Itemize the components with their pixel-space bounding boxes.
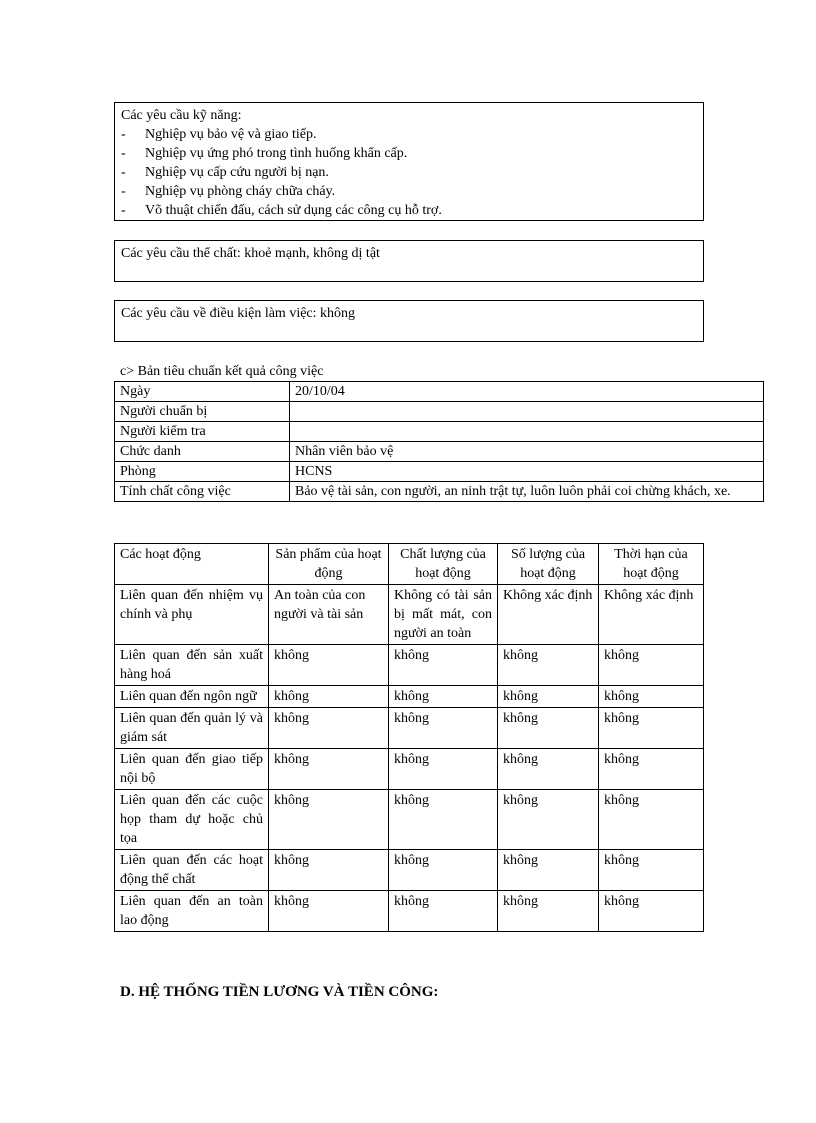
table-row <box>115 402 764 422</box>
date-label: Ngày <box>115 382 290 402</box>
product-cell: không <box>269 790 389 850</box>
deadline-cell: không <box>599 708 704 749</box>
quantity-cell: không <box>498 749 599 790</box>
skill-item: - Nghiệp vụ phòng cháy chữa cháy. <box>121 184 336 199</box>
quantity-cell: không <box>498 686 599 708</box>
deadline-cell: không <box>599 749 704 790</box>
table-row <box>115 790 704 850</box>
skill-item: - Nghiệp vụ ứng phó trong tình huống khẩn cấp. <box>121 146 408 161</box>
job-info-table <box>114 381 764 502</box>
work-conditions-box <box>114 300 704 342</box>
date-value: 20/10/04 <box>290 382 764 402</box>
department-value: HCNS <box>290 462 764 482</box>
table-row <box>115 382 764 402</box>
quality-cell: không <box>389 708 498 749</box>
activity-cell: Liên quan đến quản lý và giám sát <box>115 708 269 749</box>
table-row <box>115 686 704 708</box>
table-row <box>115 708 704 749</box>
deadline-cell: Không xác định <box>599 585 704 645</box>
quantity-cell: không <box>498 708 599 749</box>
quantity-cell: Không xác định <box>498 585 599 645</box>
job-nature-value: Bảo vệ tài sản, con người, an ninh trật tự, luôn luôn phải coi chừng khách, xe. <box>290 482 764 502</box>
activity-cell: Liên quan đến giao tiếp nội bộ <box>115 749 269 790</box>
product-cell: không <box>269 749 389 790</box>
table-row <box>115 891 704 932</box>
job-title-label: Chức danh <box>115 442 290 462</box>
physical-requirements-text: Các yêu cầu thể chất: khoẻ mạnh, không dị tật <box>121 246 380 261</box>
quality-cell: Không có tài sản bị mất mát, con người an toàn <box>389 585 498 645</box>
table-header-row <box>115 544 704 585</box>
section-c-title: c> Bản tiêu chuẩn kết quả công việc <box>120 364 324 379</box>
col-header-quality: Chất lượng của hoạt động <box>389 544 498 585</box>
product-cell: không <box>269 686 389 708</box>
col-header-quantity: Số lượng của hoạt động <box>498 544 599 585</box>
deadline-cell: không <box>599 891 704 932</box>
activity-cell: Liên quan đến sản xuất hàng hoá <box>115 645 269 686</box>
quality-cell: không <box>389 891 498 932</box>
preparer-label: Người chuẩn bị <box>115 402 290 422</box>
quality-cell: không <box>389 850 498 891</box>
table-row <box>115 482 764 502</box>
skills-requirements-box <box>114 102 704 221</box>
skill-item: - Nghiệp vụ bảo vệ và giao tiếp. <box>121 127 317 142</box>
activity-cell: Liên quan đến các cuộc họp tham dự hoặc chủ tọa <box>115 790 269 850</box>
work-conditions-text: Các yêu cầu về điều kiện làm việc: không <box>121 306 356 321</box>
table-row <box>115 585 704 645</box>
table-row <box>115 850 704 891</box>
activity-cell: Liên quan đến an toàn lao động <box>115 891 269 932</box>
activity-cell: Liên quan đến ngôn ngữ <box>115 686 269 708</box>
deadline-cell: không <box>599 645 704 686</box>
col-header-product: Sản phẩm của hoạt động <box>269 544 389 585</box>
product-cell: không <box>269 645 389 686</box>
product-cell: không <box>269 850 389 891</box>
product-cell: không <box>269 891 389 932</box>
department-label: Phòng <box>115 462 290 482</box>
quantity-cell: không <box>498 790 599 850</box>
table-row <box>115 645 704 686</box>
deadline-cell: không <box>599 686 704 708</box>
physical-requirements-box <box>114 240 704 282</box>
activity-cell: Liên quan đến các hoạt động thể chất <box>115 850 269 891</box>
quality-cell: không <box>389 686 498 708</box>
skill-item: - Nghiệp vụ cấp cứu người bị nạn. <box>121 165 329 180</box>
table-row <box>115 749 704 790</box>
product-cell: không <box>269 708 389 749</box>
quality-cell: không <box>389 645 498 686</box>
col-header-deadline: Thời hạn của hoạt động <box>599 544 704 585</box>
col-header-activities: Các hoạt động <box>115 544 269 585</box>
table-row <box>115 442 764 462</box>
quantity-cell: không <box>498 850 599 891</box>
activity-cell: Liên quan đến nhiệm vụ chính và phụ <box>115 585 269 645</box>
quality-cell: không <box>389 790 498 850</box>
quantity-cell: không <box>498 645 599 686</box>
quantity-cell: không <box>498 891 599 932</box>
skill-item: - Võ thuật chiến đấu, cách sử dụng các công cụ hỗ trợ. <box>121 203 442 218</box>
section-d-title: D. HỆ THỐNG TIỀN LƯƠNG VÀ TIỀN CÔNG: <box>120 984 439 1000</box>
job-nature-label: Tính chất công việc <box>115 482 290 502</box>
deadline-cell: không <box>599 850 704 891</box>
table-row <box>115 462 764 482</box>
job-title-value: Nhân viên bảo vệ <box>290 442 764 462</box>
quality-cell: không <box>389 749 498 790</box>
checker-label: Người kiểm tra <box>115 422 290 442</box>
skills-title: Các yêu cầu kỹ năng: <box>121 108 242 123</box>
deadline-cell: không <box>599 790 704 850</box>
preparer-value <box>290 402 764 422</box>
table-row <box>115 422 764 442</box>
product-cell: An toàn của con người và tài sản <box>269 585 389 645</box>
activities-table <box>114 543 704 932</box>
checker-value <box>290 422 764 442</box>
